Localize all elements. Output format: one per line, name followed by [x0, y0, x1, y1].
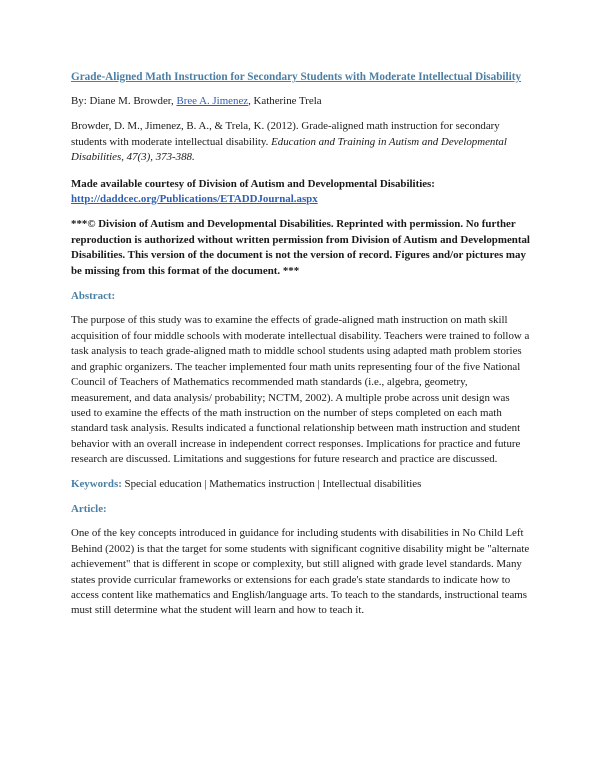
- authors-suffix: , Katherine Trela: [248, 95, 322, 107]
- citation: [71, 119, 530, 165]
- copyright-notice: ***© Division of Autism and Developmental Disabilities. Reprinted with permission. No further reproduction is authorized without written permission from Division of Autism and Developmental Disabilities. This version of the document is not the version of record. Figures and/or pictures may be missing from this format of the document. ***: [71, 218, 530, 277]
- author-link-jimenez[interactable]: Bree A. Jimenez: [176, 95, 249, 107]
- keywords-line: [71, 477, 530, 492]
- author-line: [71, 94, 530, 109]
- paper-title: [71, 70, 530, 85]
- keywords-label: Keywords:: [71, 477, 122, 490]
- article-text: One of the key concepts introduced in guidance for including students with disabilities in No Child Left Behind (2002) is that the target for some students with significant cognitive disability might be "alternate achievement" that is different in scope or complexity, but still aligned with grade level standards. Many states provide curricular frameworks or extensions for each grade's state standards to indicate how to access content like mathematics and English/language arts. To teach to the standards, instructional teams must still determine what the student will learn and how to teach it.: [71, 527, 530, 617]
- paper-title-link[interactable]: Grade-Aligned Math Instruction for Secondary Students with Moderate Intellectual Disability: [71, 71, 522, 83]
- authors-prefix: By: Diane M. Browder,: [71, 95, 177, 107]
- citation-text: Browder, D. M., Jimenez, B. A., & Trela, K. (2012). Grade-aligned math instruction for secondary students with moderate intellectual disability.: [71, 120, 500, 148]
- courtesy-text: Made available courtesy of Division of Autism and Developmental Disabilities:: [71, 177, 435, 190]
- keywords-text: Special education | Mathematics instruction | Intellectual disabilities: [121, 477, 422, 490]
- abstract-text: The purpose of this study was to examine the effects of grade-aligned math instruction on math skill acquisition of four middle schools with moderate intellectual disability. Teachers were trained to follow a task analysis to teach grade-aligned math to middle school students using adapted math problem stories and graphic organizers. The teacher implemented four math units representing four of the five National Council of Teachers of Mathematics recommended math standards (i.e., algebra, geometry, measurement, and data analysis/ probability; NCTM, 2002). A multiple probe across unit design was used to examine the effects of the math instruction on the number of steps completed on each math standard task analysis. Results indicated a functional relationship between math instruction and student behavior with an overall increase in independent correct responses. Implications for practice and future research are discussed. Limitations and suggestions for future research and practice are discussed.: [71, 314, 530, 466]
- article-heading: Article:: [71, 502, 107, 515]
- journal-url-link[interactable]: http://daddcec.org/Publications/ETADDJournal.aspx: [71, 193, 318, 206]
- abstract-heading: Abstract:: [71, 290, 116, 303]
- courtesy-statement: [71, 177, 530, 208]
- citation-journal: Education and Training in Autism and Developmental Disabilities, 47(3), 373-388.: [71, 135, 507, 164]
